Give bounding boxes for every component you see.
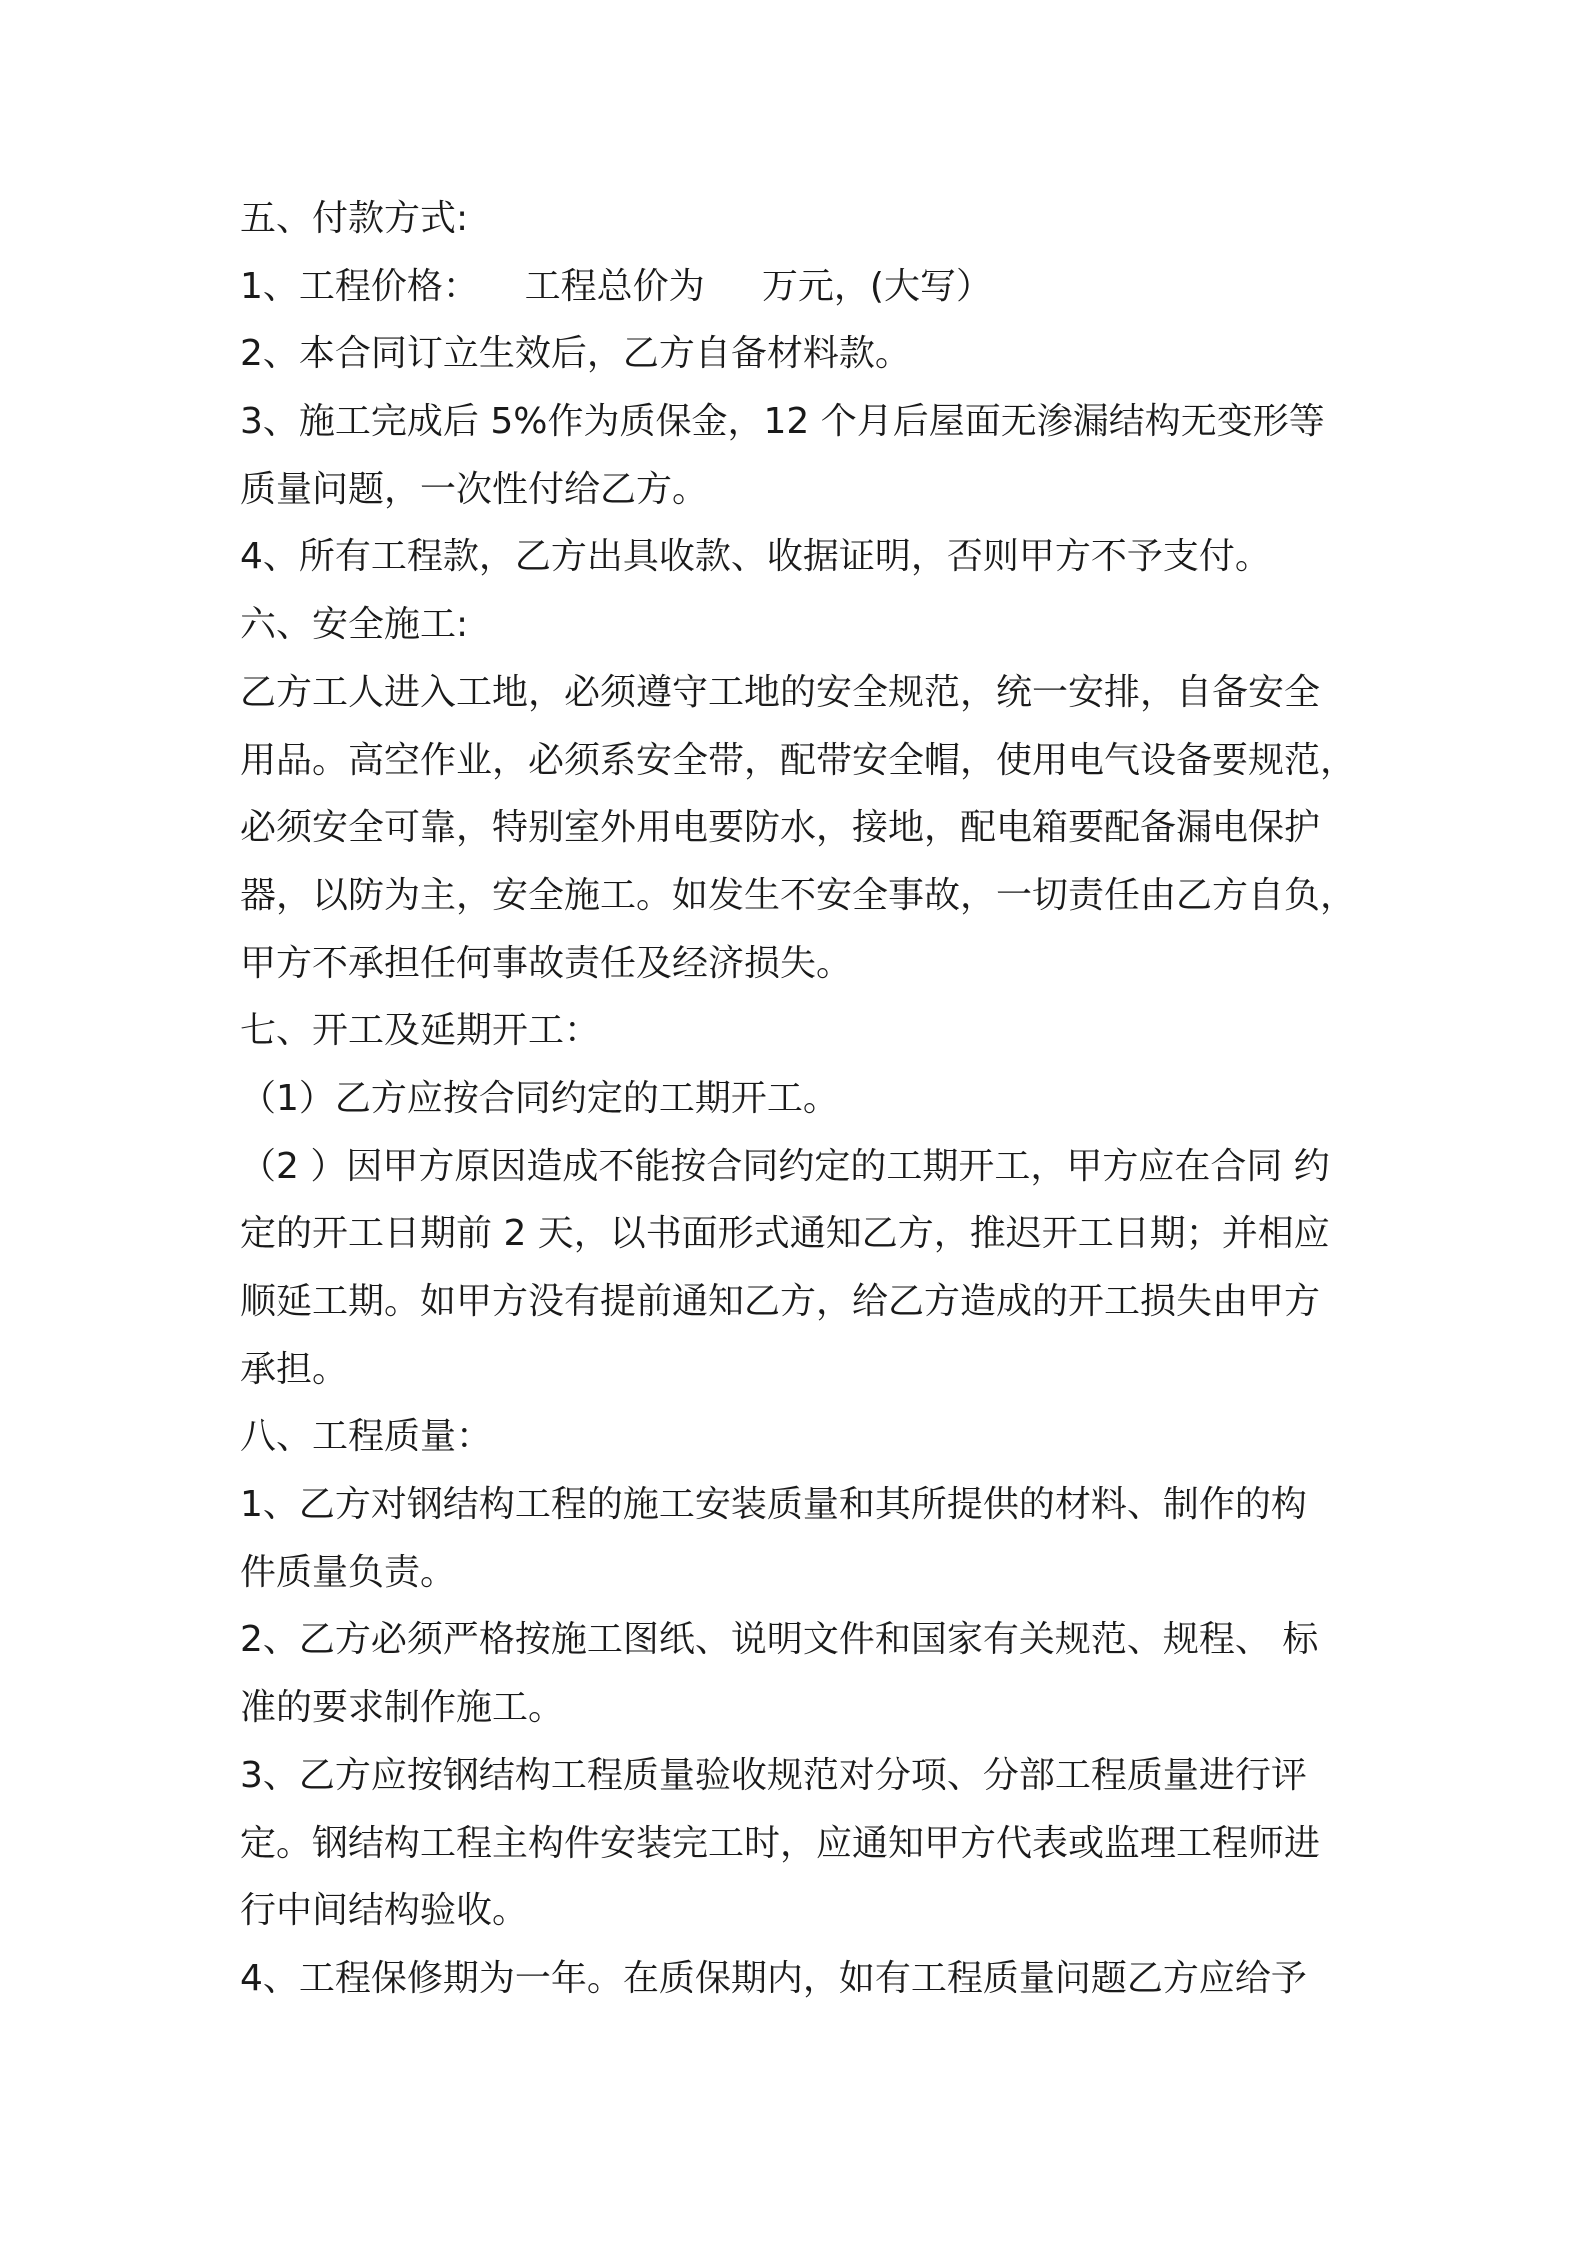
clause-line: 质量问题，一次性付给乙方。 bbox=[240, 468, 709, 510]
clause-line: 承担。 bbox=[240, 1348, 349, 1390]
clause-line: 乙方工人进入工地，必须遵守工地的安全规范，统一安排，自备安全 bbox=[240, 671, 1321, 713]
clause-line: 用品。高空作业，必须系安全带，配带安全帽，使用电气设备要规范， bbox=[240, 739, 1357, 781]
clause-line: （1）乙方应按合同约定的工期开工。 bbox=[240, 1077, 839, 1119]
clause-line: 必须安全可靠，特别室外用电要防水，接地，配电箱要配备漏电保护 bbox=[240, 807, 1321, 849]
clause-line: 件质量负责。 bbox=[240, 1551, 457, 1593]
clause-line: 4、工程保修期为一年。在质保期内，如有工程质量问题乙方应给予 bbox=[240, 1957, 1307, 1999]
clause-line: 3、施工完成后 5%作为质保金，12 个月后屋面无渗漏结构无变形等 bbox=[240, 401, 1325, 443]
section-heading-quality: 八、工程质量： bbox=[240, 1416, 493, 1458]
clause-line: （2 ）因甲方原因造成不能按合同约定的工期开工，甲方应在合同 约 bbox=[240, 1145, 1330, 1187]
clause-line: 器，以防为主，安全施工。如发生不安全事故，一切责任由乙方自负， bbox=[240, 874, 1357, 916]
section-heading-safety: 六、安全施工: bbox=[240, 604, 469, 646]
clause-line: 顺延工期。如甲方没有提前通知乙方，给乙方造成的开工损失由甲方 bbox=[240, 1281, 1321, 1322]
clause-line: 行中间结构验收。 bbox=[240, 1890, 529, 1932]
clause-line: 4、所有工程款，乙方出具收款、收据证明，否则甲方不予支付。 bbox=[240, 536, 1271, 578]
contract-page bbox=[240, 185, 1357, 2013]
clause-line: 定的开工日期前 2 天，以书面形式通知乙方，推迟开工日期；并相应 bbox=[240, 1213, 1330, 1255]
clause-line: 2、乙方必须严格按施工图纸、说明文件和国家有关规范、规程、 标 bbox=[240, 1619, 1319, 1661]
section-heading-payment: 五、付款方式: bbox=[240, 198, 469, 239]
clause-line: 甲方不承担任何事故责任及经济损失。 bbox=[240, 942, 853, 984]
section-heading-commencement: 七、开工及延期开工： bbox=[240, 1010, 601, 1052]
clause-line: 3、乙方应按钢结构工程质量验收规范对分项、分部工程质量进行评 bbox=[240, 1754, 1307, 1796]
clause-line: 定。钢结构工程主构件安装完工时，应通知甲方代表或监理工程师进 bbox=[240, 1822, 1321, 1864]
clause-line: 准的要求制作施工。 bbox=[240, 1687, 565, 1729]
clause-line: 1、乙方对钢结构工程的施工安装质量和其所提供的材料、制作的构 bbox=[240, 1484, 1307, 1526]
clause-line: 1、工程价格： 工程总价为 万元，(大写） bbox=[240, 265, 992, 307]
clause-line: 2、本合同订立生效后，乙方自备材料款。 bbox=[240, 333, 911, 375]
